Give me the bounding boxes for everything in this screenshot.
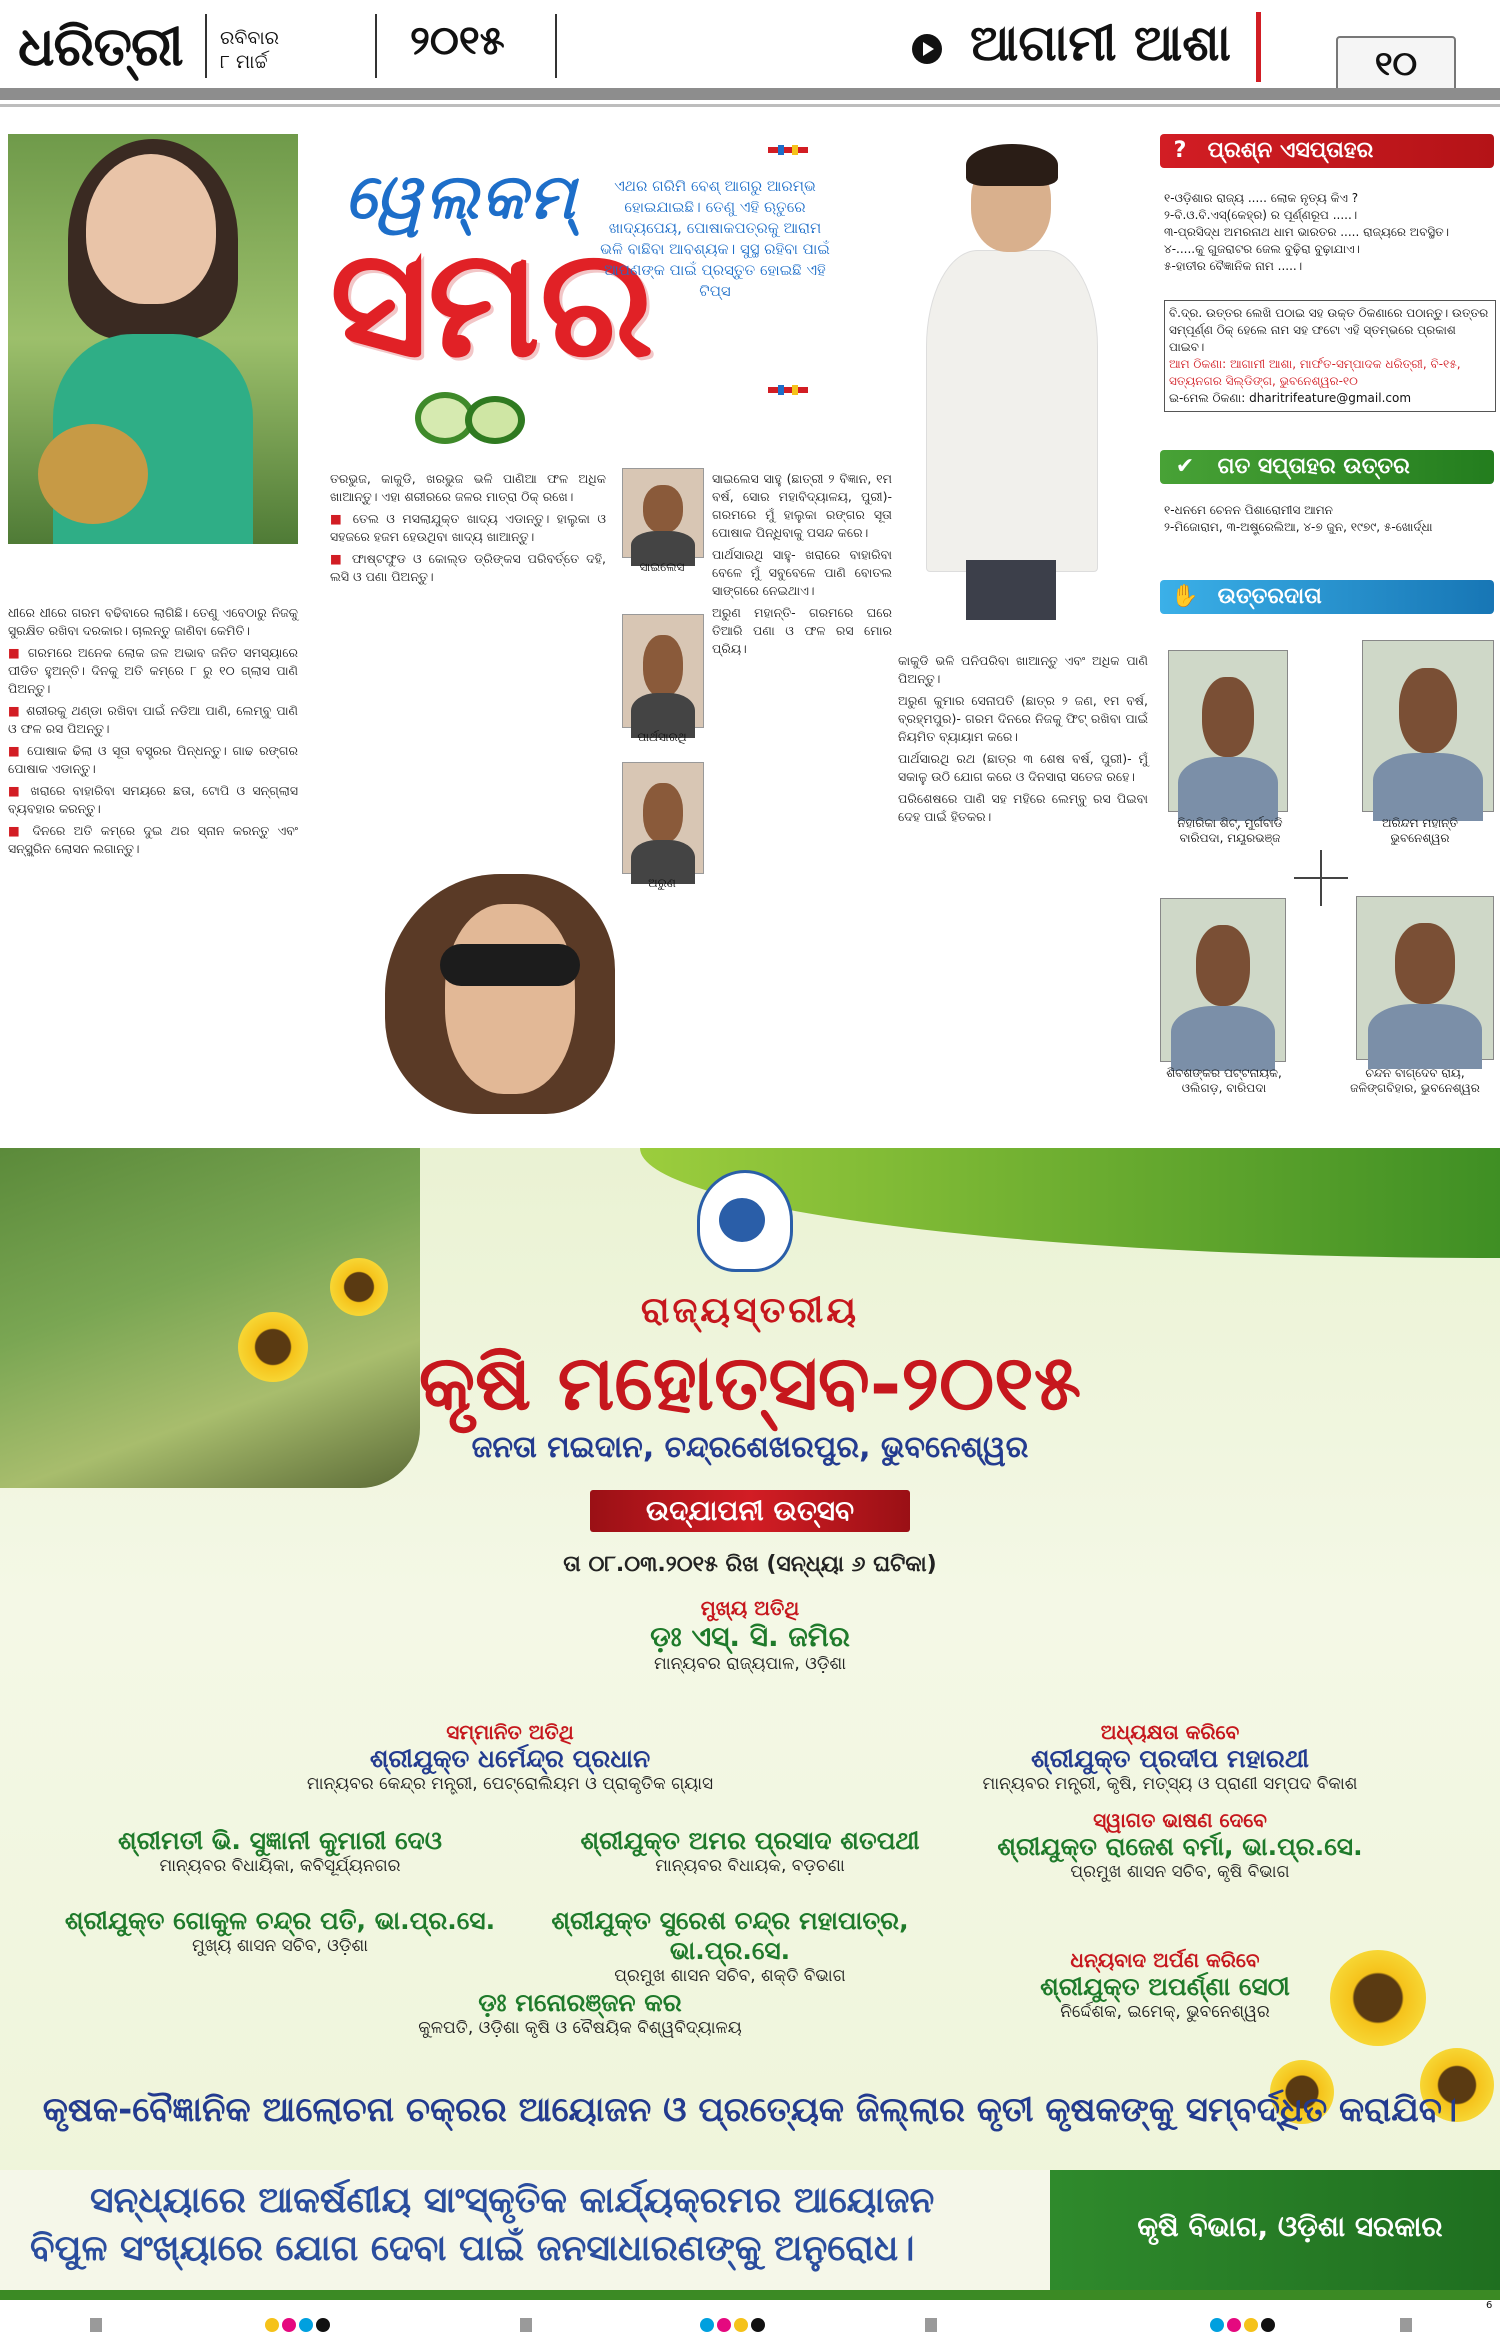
winner-name: ଶିବଶଙ୍କର ପଟ୍ଟନାୟକ, <box>1166 1066 1282 1080</box>
registration-dot <box>1227 2318 1241 2332</box>
vox-pop-paragraph: ପାର୍ଥସାରଥି ରଥ (ଛାତ୍ର ୩ ଶେଷ ବର୍ଷ, ପୁରୀ)- ମୁଁ ସକାଳୁ ଉଠି ଯୋଗ କରେ ଓ ଦିନସାରା ସତେଜ ରହେ। <box>898 751 1148 784</box>
vox-pop-paragraph: ସାଇଲେସ ସାହୁ (ଛାତ୍ରୀ ୨ ବିଜ୍ଞାନ, ୧ମ ବର୍ଷ, ସୋର ମହାବିଦ୍ୟାଳୟ, ପୁରୀ)- ଗରମରେ ମୁଁ ହାଲୁକା ରଙ୍ଗର ସୂତା ପୋଷାକ ପିନ୍ଧିବାକୁ ପସନ୍ଦ କରେ। <box>712 471 892 540</box>
guest-name: ଡ଼ଃ ମନୋରଞ୍ଜନ କର <box>478 1988 682 2017</box>
registration-dot <box>282 2318 296 2332</box>
guest-designation: ମାନ୍ୟବର ରାଜ୍ୟପାଳ, ଓଡ଼ିଶା <box>653 1654 846 1674</box>
vox-pop-paragraph: ଅରୁଣ ମହାନ୍ତି- ଗରମରେ ଘରେ ତିଆରି ପଣା ଓ ଫଳ ରସ ମୋର ପ୍ରିୟ। <box>712 605 892 656</box>
registration-dot <box>316 2318 330 2332</box>
welcome-block <box>990 1808 1370 1882</box>
question-item: ୪-.....କୁ ଗୁଜରାଟର ଜେଲ ବୁଢ଼ିରା ବୁଢ଼ାଯାଏ। <box>1164 242 1360 256</box>
headline-welcome: ୱେଲ୍‌କମ୍‌ <box>345 160 578 233</box>
masthead-rule-thin <box>0 104 1500 107</box>
advert-cultural-line: ସନ୍ଧ୍ୟାରେ ଆକର୍ଷଣୀୟ ସାଂସ୍କୃତିକ କାର୍ଯ୍ୟକ୍ରମର ଆୟୋଜନ <box>90 2180 935 2221</box>
registration-dot <box>751 2318 765 2332</box>
guest-name: ଶ୍ରୀଯୁକ୍ତ ଅପର୍ଣ୍ଣା ସେଠୀ <box>1040 1972 1290 2001</box>
winner-photo <box>1160 898 1286 1062</box>
question-list <box>1164 190 1494 275</box>
section-accent-bar <box>1256 12 1261 82</box>
guest-designation: ମାନ୍ୟବର କେନ୍ଦ୍ର ମନ୍ତ୍ରୀ, ପେଟ୍ରୋଲିୟମ ଓ ପ୍ରାକୃତିକ ଗ୍ୟାସ <box>306 1774 714 1794</box>
print-mark <box>90 2318 102 2332</box>
winner-place: ବାରିପଦା, ମୟୂରଭଞ୍ଜ <box>1179 831 1281 845</box>
note-text: ବି.ଦ୍ର. ଉତ୍ତର ଲେଖି ପଠାଇ ସହ ଉକ୍ତ ଠିକଣାରେ ପଠାନ୍ତୁ। ଉତ୍ତର ସମ୍ପୂର୍ଣ୍ଣ ଠିକ୍ ହେଲେ ନାମ ସହ ଫଟୋ ଏହି ସ୍ତମ୍ଭରେ ପ୍ରକାଶ ପାଇବ। <box>1169 306 1489 354</box>
banner-label: ଉତ୍ତରଦାତା <box>1217 584 1322 609</box>
winner-place: ଜଳିଙ୍ଗବିହାର, ଭୁବନେଶ୍ୱର <box>1350 1081 1480 1095</box>
email-label: ଇ-ମେଲ ଠିକଣା: <box>1169 391 1246 405</box>
advert-announcement: କୃଷକ-ବୈଜ୍ଞାନିକ ଆଲୋଚନା ଚକ୍ରର ଆୟୋଜନ ଓ ପ୍ରତ୍ୟେକ ଜିଲ୍ଲାର କୃତୀ କୃଷକଙ୍କୁ ସମ୍ବର୍ଦ୍ଧିତ କରାଯିବ। <box>42 2090 1458 2130</box>
advert-request-line: ବିପୁଳ ସଂଖ୍ୟାରେ ଯୋଗ ଦେବା ପାଇଁ ଜନସାଧାରଣଙ୍କୁ ଅନୁରୋଧ। <box>30 2228 915 2269</box>
role-label: ଧନ୍ୟବାଦ ଅର୍ପଣ କରିବେ <box>1070 1948 1260 1972</box>
vox-pop-photo <box>622 468 704 558</box>
masthead-divider <box>205 14 207 78</box>
winners-banner <box>1160 580 1494 614</box>
registration-dot <box>700 2318 714 2332</box>
email-address: dharitrifeature@gmail.com <box>1249 391 1412 405</box>
advert-bottom-bar <box>0 2290 1500 2300</box>
raised-hands-icon: ✋ <box>1171 584 1199 609</box>
advert-department: କୃଷି ବିଭାଗ, ଓଡ଼ିଶା ସରକାର <box>1137 2210 1443 2243</box>
question-item: ୨-ବି.ଓ.ବି.ଏସ୍‌(କେହ୍ର) ର ପୂର୍ଣ୍ଣରୂପ .....। <box>1164 208 1358 222</box>
winner-caption <box>1150 816 1310 846</box>
guest-name: ଶ୍ରୀମତୀ ଭି. ସୁଜ୍ଞାନୀ କୁମାରୀ ଦେଓ <box>118 1826 442 1855</box>
winner-name: ନିହାରିକା ଶିଟ୍, ମୁର୍ଗବାଡି <box>1177 816 1283 830</box>
guest-name: ଡ଼ଃ ଏସ୍‌. ସି. ଜମିର <box>650 1620 850 1653</box>
guest-designation: ମାନ୍ୟବର ମନ୍ତ୍ରୀ, କୃଷି, ମତ୍ସ୍ୟ ଓ ପ୍ରାଣୀ ସମ୍ପଦ ବିକାଶ <box>982 1774 1358 1794</box>
registration-dot <box>1261 2318 1275 2332</box>
last-week-answers-banner <box>1160 450 1494 484</box>
print-mark <box>1400 2318 1412 2332</box>
play-icon <box>912 34 942 64</box>
tip-paragraph: ■ ପୋଷାକ ଢିଲା ଓ ସୂତା ବସ୍ତ୍ରର ପିନ୍ଧନ୍ତୁ। ଗାଢ ରଙ୍ଗର ପୋଷାକ ଏଡାନ୍ତୁ। <box>8 742 298 778</box>
vox-pop-paragraph: କାକୁଡି ଭଳି ପନିପରିବା ଖାଆନ୍ତୁ ଏବଂ ଅଧିକ ପାଣି ପିଅନ୍ତୁ। <box>898 653 1148 686</box>
woman-sunglasses-photo <box>385 864 615 1114</box>
checkmark-icon: ✔ <box>1175 454 1195 479</box>
role-label: ମୁଖ୍ୟ ଅତିଥି <box>700 1596 800 1620</box>
guest-designation: ମୁଖ୍ୟ ଶାସନ ସଚିବ, ଓଡ଼ିଶା <box>192 1936 368 1956</box>
masthead-rule <box>0 88 1500 100</box>
question-item: ୧-ଓଡ଼ିଶାର ରାଜ୍ୟ ..... ଲୋକ ନୃତ୍ୟ କିଏ ? <box>1164 191 1359 205</box>
vox-pop-paragraph: ଅରୁଣ କୁମାର ସେନାପତି (ଛାତ୍ର ୨ ଜଣ, ୧ମ ବର୍ଷ, ବ୍ରହ୍ମପୁର)- ଗରମ ଦିନରେ ନିଜକୁ ଫିଟ୍ ରଖିବା ପାଇଁ ନିୟମିତ ବ୍ୟାୟାମ କରେ। <box>898 693 1148 744</box>
registration-dot <box>734 2318 748 2332</box>
advert-date: ତା ୦୮.୦୩.୨୦୧୫ ରିଖ (ସନ୍ଧ୍ୟା ୬ ଘଟିକା) <box>563 1552 937 1577</box>
question-note-box <box>1164 300 1496 412</box>
cucumber-icon <box>410 378 530 448</box>
answer-item: ୧-ଧନମେ ଚେନନ ପିଶାରୋମୀସ ଆମନ <box>1164 503 1333 517</box>
answer-item: ୨-ମିଜୋରାମ, ୩-ଅଷ୍ଟ୍ରେଲିଆ, ୪-୭ ଜୁନ, ୧୯୭୯, ୫-ଖୋର୍ଦ୍ଧା <box>1164 520 1433 534</box>
guest-designation: ମାନ୍ୟବର ବିଧାୟିକା, କବିସୂର୍ଯ୍ୟନଗର <box>159 1856 401 1876</box>
chief-guest-block <box>500 1596 1000 1674</box>
decor-dots-icon <box>768 145 808 155</box>
vox-pop-photo <box>622 762 704 874</box>
guest-name: ଶ୍ରୀଯୁକ୍ତ ସୁରେଶ ଚନ୍ଦ୍ର ମହାପାତ୍ର, ଭା.ପ୍ର.ସେ. <box>551 1906 909 1965</box>
address-text: ଆମ ଠିକଣା: ଆଗାମୀ ଆଶା, ମାର୍ଫତ-ସମ୍ପାଦକ ଧରିତ୍ରୀ, ବି-୧୫, ସତ୍ୟନଗର ସିଲ୍ଡିଙ୍ଗ, ଭୁବନେଶ୍ୱର-୧୦ <box>1169 357 1461 388</box>
tip-paragraph: ■ ଦିନରେ ଅତି କମ୍‌ରେ ଦୁଇ ଥର ସ୍ନାନ କରନ୍ତୁ ଏବଂ ସନ୍‌ସ୍କ୍ରିନ ଲୋସନ ଲଗାନ୍ତୁ। <box>8 822 298 858</box>
answers-list <box>1164 502 1494 536</box>
role-label: ସ୍ୱାଗତ ଭାଷଣ ଦେବେ <box>1093 1808 1267 1832</box>
lead-paragraph: ଧୀରେ ଧୀରେ ଗରମ ବଢିବାରେ ଲାଗିଛି। ତେଣୁ ଏବେଠାରୁ ନିଜକୁ ସୁରକ୍ଷିତ ରଖିବା ଦରକାର। ଚାଲନ୍ତୁ ଜାଣିବା କେମିତି। <box>8 605 298 638</box>
man-white-kurta-photo <box>896 140 1120 620</box>
print-mark-number: 6 <box>1486 2300 1493 2311</box>
print-mark <box>925 2318 937 2332</box>
vox-pop-paragraph: ପରିଶେଷରେ ପାଣି ସହ ମହିରେ ଲେମ୍ବୁ ରସ ପିଇବା ଦେହ ପାଇଁ ହିତକର। <box>898 791 1148 824</box>
guest-block <box>60 1906 500 1956</box>
guest-name: ଶ୍ରୀଯୁକ୍ତ ରାଜେଶ ବର୍ମା, ଭା.ପ୍ର.ସେ. <box>997 1832 1363 1861</box>
thanks-block <box>1000 1948 1330 2022</box>
banner-label: ପ୍ରଶ୍ନ ଏସପ୍ତାହର <box>1207 138 1374 163</box>
article-column-3 <box>712 470 892 662</box>
guest-designation: କୁଳପତି, ଓଡ଼ିଶା କୃଷି ଓ ବୈଷୟିକ ବିଶ୍ୱବିଦ୍ୟାଳୟ <box>418 2018 742 2038</box>
masthead-divider <box>375 14 377 78</box>
guest-name: ଶ୍ରୀଯୁକ୍ତ ଗୋକୁଳ ଚନ୍ଦ୍ର ପତି, ଭା.ପ୍ର.ସେ. <box>64 1906 496 1935</box>
tip-paragraph: ■ ଫାଷ୍ଟଫୁଡ ଓ କୋଲ୍ଡ ଡ୍ରିଙ୍କସ ପରିବର୍ତ୍ତେ ଦହି, ଲସି ଓ ପଣା ପିଅନ୍ତୁ। <box>330 550 606 586</box>
guest-designation: ପ୍ରମୁଖ ଶାସନ ସଚିବ, କୃଷି ବିଭାଗ <box>1070 1862 1290 1882</box>
masthead <box>0 0 1500 88</box>
presided-block <box>960 1720 1380 1794</box>
winner-caption <box>1330 1066 1500 1096</box>
tip-paragraph: ■ ଶରୀରକୁ ଥଣ୍ଡା ରଖିବା ପାଇଁ ନଡିଆ ପାଣି, ଲେମ୍ବୁ ପାଣି ଓ ଫଳ ରସ ପିଅନ୍ତୁ। <box>8 702 298 738</box>
guest-name: ଶ୍ରୀଯୁକ୍ତ ଅମର ପ୍ରସାଦ ଶତପଥୀ <box>580 1826 920 1855</box>
girl-coconut-photo <box>8 134 298 544</box>
tip-paragraph: ■ ଗରମରେ ଅନେକ ଲୋକ ଜଳ ଅଭାବ ଜନିତ ସମସ୍ୟାରେ ପୀଡିତ ହୁଅନ୍ତି। ଦିନକୁ ଅତି କମ୍‌ରେ ୮ ରୁ ୧୦ ଗ୍ଲାସ ପାଣି ପିଅନ୍ତୁ। <box>8 644 298 698</box>
guest-designation: ମାନ୍ୟବର ବିଧାୟକ, ବଡ଼ଚଣା <box>655 1856 845 1876</box>
crosshair-mark <box>1294 877 1348 879</box>
question-mark-icon: ? <box>1173 138 1187 163</box>
advert-ribbon: ଉଦ୍‌ଯାପନୀ ଉତ୍ସବ <box>590 1490 910 1532</box>
emblem-lion-icon <box>719 1198 765 1242</box>
guest-designation: ପ୍ରମୁଖ ଶାସନ ସଚିବ, ଶକ୍ତି ବିଭାଗ <box>614 1966 846 1986</box>
decor-dots-icon <box>768 385 808 395</box>
registration-dot <box>265 2318 279 2332</box>
winner-photo <box>1356 896 1494 1060</box>
registration-dot <box>299 2318 313 2332</box>
winner-name: ଚନ୍ଦନ ବାଗ୍‌ଦେବ ରାୟ, <box>1365 1066 1465 1080</box>
winner-name: ଅରିନ୍ଦମ ମହାନ୍ତି <box>1382 816 1458 830</box>
guest-block <box>60 1826 500 1876</box>
guest-designation: ନିର୍ଦ୍ଦେଶକ, ଇମେକ୍, ଭୁବନେଶ୍ୱର <box>1060 2002 1270 2022</box>
advert-venue: ଜନତା ମଇଦାନ, ଚନ୍ଦ୍ରଶେଖରପୁର, ଭୁବନେଶ୍ୱର <box>471 1430 1029 1465</box>
article-column-4 <box>898 652 1148 830</box>
section-title: ଆଗାମୀ ଆଶା <box>970 14 1231 72</box>
registration-dot <box>1244 2318 1258 2332</box>
tip-paragraph: ■ ଖରାରେ ବାହାରିବା ସମୟରେ ଛତା, ଟୋପି ଓ ସନ୍‌ଗ୍ଲାସ ବ୍ୟବହାର କରନ୍ତୁ। <box>8 782 298 818</box>
winner-photo <box>1168 650 1288 812</box>
page-number: ୧୦ <box>1336 36 1456 92</box>
print-mark <box>520 2318 532 2332</box>
tip-paragraph: ତରଭୁଜ, କାକୁଡି, ଖରଭୁଜ ଭଳି ପାଣିଆ ଫଳ ଅଧିକ ଖାଆନ୍ତୁ। ଏହା ଶରୀରରେ ଜଳର ମାତ୍ରା ଠିକ୍ ରଖେ। <box>330 471 606 504</box>
banner-label: ଗତ ସପ୍ତାହର ଉତ୍ତର <box>1217 454 1410 479</box>
email-line <box>1169 390 1491 407</box>
honoured-guest-block <box>250 1720 770 1794</box>
guest-name: ଶ୍ରୀଯୁକ୍ତ ପ୍ରଦୀପ ମହାରଥୀ <box>1031 1744 1309 1773</box>
photo-caption: ପାର୍ଥସାରଥି <box>637 730 687 744</box>
advert-state-level: ରାଜ୍ୟସ୍ତରୀୟ <box>640 1290 860 1331</box>
winner-caption <box>1340 816 1500 846</box>
advert-title: କୃଷି ମହୋତ୍ସବ-୨୦୧୫ <box>418 1338 1082 1427</box>
date-label: ୮ ମାର୍ଚ୍ଚ <box>220 51 268 73</box>
winner-place: ଭୁବନେଶ୍ୱର <box>1390 831 1450 845</box>
guest-block <box>540 1826 960 1876</box>
day-label: ରବିବାର <box>220 27 280 49</box>
guest-block <box>320 1988 840 2038</box>
vox-pop-photo <box>622 614 704 728</box>
guest-name: ଶ୍ରୀଯୁକ୍ତ ଧର୍ମେନ୍ଦ୍ର ପ୍ରଧାନ <box>369 1744 651 1773</box>
masthead-year: ୨୦୧୫ <box>410 18 505 64</box>
article-column-2 <box>330 470 606 590</box>
tip-paragraph: ■ ତେଲ ଓ ମସଲାଯୁକ୍ତ ଖାଦ୍ୟ ଏଡାନ୍ତୁ। ହାଲୁକା ଓ ସହଜରେ ହଜମ ହେଉଥିବା ଖାଦ୍ୟ ଖାଆନ୍ତୁ। <box>330 510 606 546</box>
role-label: ସମ୍ମାନିତ ଅତିଥି <box>446 1720 574 1744</box>
question-week-banner <box>1160 134 1494 168</box>
article-column-1 <box>8 604 298 862</box>
feature-intro: ଏଥର ଗରିମି ବେଶ୍ ଆଗରୁ ଆରମ୍ଭ ହୋଇଯାଇଛି। ତେଣୁ ଏହି ଋତୁରେ ଖାଦ୍ୟପେୟ, ପୋଷାକପତ୍ରକୁ ଆରାମ ଭଳି ବାଛିବା ଆବଶ୍ୟକ। ସୁସ୍ଥ ରହିବା ପାଇଁ ଆପଣଙ୍କ ପାଇଁ ପ୍ରସ୍ତୁତ ହୋଇଛି ଏହି ଟିପ୍ସ <box>600 177 830 300</box>
vox-pop-paragraph: ପାର୍ଥସାରଥି ସାହୁ- ଖରାରେ ବାହାରିବା ବେଳେ ମୁଁ ସବୁବେଳେ ପାଣି ବୋତଲ ସାଙ୍ଗରେ ନେଇଥାଏ। <box>712 547 892 598</box>
newspaper-logo: ଧରିତ୍ରୀ <box>18 14 183 78</box>
question-item: ୩-ପ୍ରସିଦ୍ଧ ଅମରନାଥ ଧାମ ଭାରତର ..... ରାଜ୍ୟରେ ଅବସ୍ଥିତ। <box>1164 225 1450 239</box>
sunflower-icon <box>1330 1950 1426 2046</box>
role-label: ଅଧ୍ୟକ୍ଷତା କରିବେ <box>1100 1720 1240 1744</box>
winner-photo <box>1362 640 1494 812</box>
question-item: ୫-ହାତୀର ବୈଜ୍ଞାନିକ ନାମ .....। <box>1164 259 1303 273</box>
photo-caption: ଅରୁଣ <box>648 876 676 890</box>
winner-caption <box>1144 1066 1304 1096</box>
headline-summer: ସମର <box>330 215 654 391</box>
winner-place: ଓଲିଗଡ଼, ବାରିପଦା <box>1181 1081 1267 1095</box>
masthead-day <box>220 26 279 74</box>
guest-block <box>500 1906 960 1986</box>
registration-dot <box>717 2318 731 2332</box>
masthead-divider <box>555 14 557 78</box>
photo-caption: ସାଇଲେସ <box>639 560 685 574</box>
registration-dot <box>1210 2318 1224 2332</box>
